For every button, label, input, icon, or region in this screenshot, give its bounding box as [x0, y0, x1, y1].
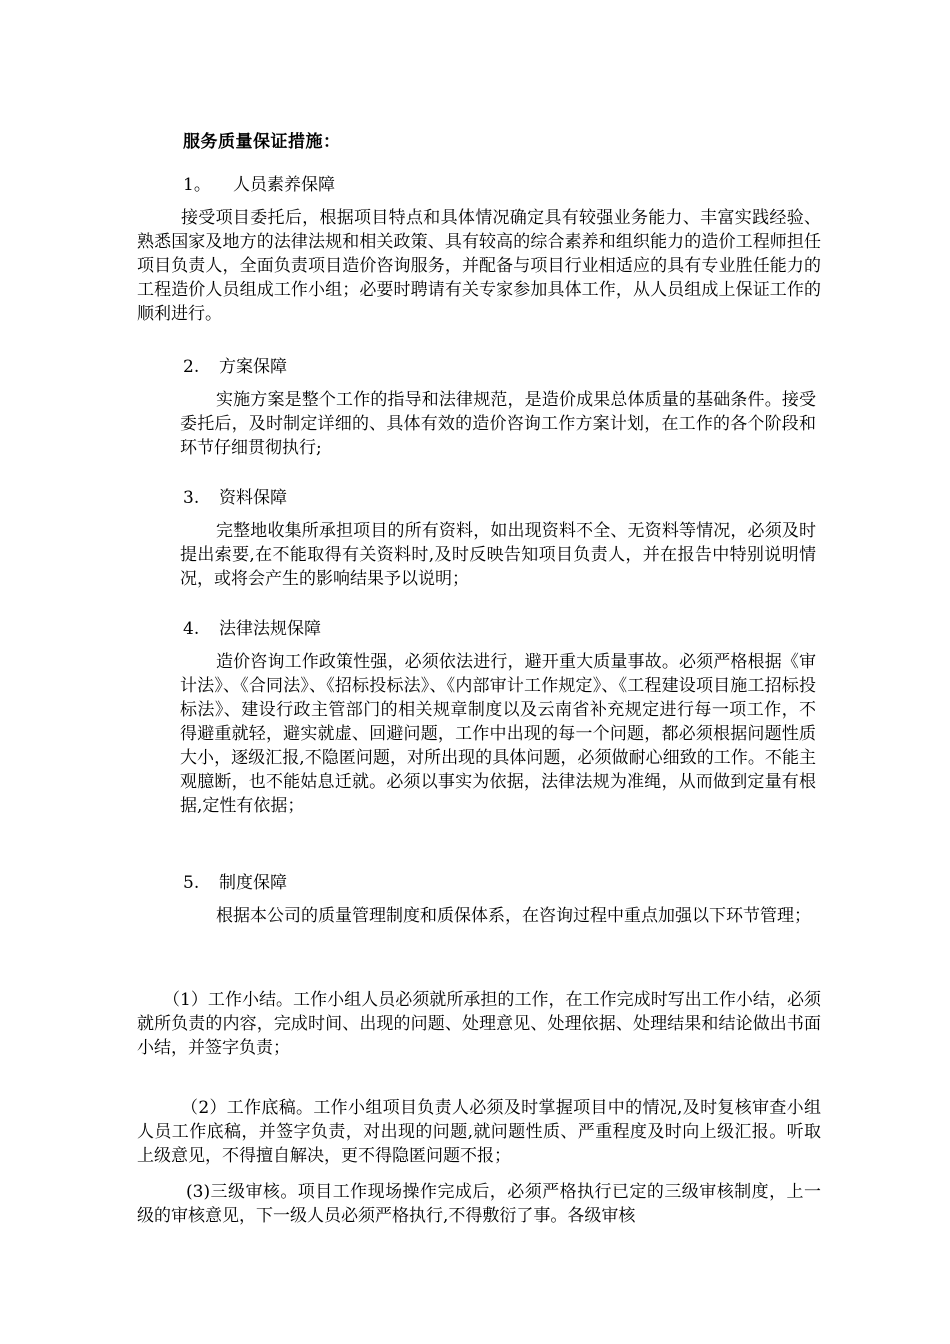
list-item: （1）工作小结。工作小组人员必须就所承担的工作，在工作完成时写出工作小结，必须就所负责的内容，完成时间、出现的问题、处理意见、处理依据、处理结果和结论做出书面小结，并签字负责； — [137, 990, 821, 1058]
list-item: (3)三级审核。项目工作现场操作完成后，必须严格执行已定的三级审核制度，上一级的审核意见，下一级人员必须严格执行,不得敷衍了事。各级审核 — [137, 1182, 821, 1226]
section-heading-label: 资料保障 — [219, 488, 287, 508]
section-number: 3. — [183, 488, 200, 508]
paragraph: 接受项目委托后，根据项目特点和具体情况确定具有较强业务能力、丰富实践经验、熟悉国家及地方的法律法规和相关政策、具有较高的综合素养和组织能力的造价工程师担任项目负责人，全面负责项目造价咨询服务，并配备与项目行业相适应的具有专业胜任能力的工程造价人员组成工作小组；必要时聘请有关专家参加具体工作，从人员组成上保证工作的顺利进行。 — [137, 208, 821, 324]
section-heading-3 — [183, 483, 287, 508]
section-heading-5 — [183, 868, 287, 893]
paragraph: 根据本公司的质量管理制度和质保体系，在咨询过程中重点加强以下环节管理； — [216, 906, 811, 926]
document-title: 服务质量保证措施： — [183, 132, 341, 152]
section-number: 2. — [183, 357, 200, 377]
section-heading-label: 制度保障 — [219, 873, 287, 893]
section-heading-2 — [183, 352, 287, 377]
paragraph: 造价咨询工作政策性强，必须依法进行，避开重大质量事故。必须严格根据《审计法》、《合同法》、《招标投标法》、《内部审计工作规定》、《工程建设项目施工招标投标法》、建设行政主管部门的相关规章制度以及云南省补充规定进行每一项工作，不得避重就轻，避实就虚、回避问题，工作中出现的每一个问题，都必须根据问题性质大小，逐级汇报,不隐匿问题，对所出现的具体问题，必须做耐心细致的工作。不能主观臆断，也不能姑息迁就。必须以事实为依据，法律法规为准绳，从而做到定量有根据,定性有依据； — [180, 652, 816, 816]
section-heading-label: 法律法规保障 — [219, 619, 321, 639]
paragraph: 完整地收集所承担项目的所有资料，如出现资料不全、无资料等情况，必须及时提出索要,在不能取得有关资料时,及时反映告知项目负责人，并在报告中特别说明情况，或将会产生的影响结果予以说明； — [180, 521, 816, 589]
section-heading-4 — [183, 614, 321, 639]
section-heading-label: 人员素养保障 — [233, 175, 335, 195]
section-number: 1。 — [183, 175, 211, 195]
section-number: 4. — [183, 619, 200, 639]
list-item: （2）工作底稿。工作小组项目负责人必须及时掌握项目中的情况,及时复核审查小组人员工作底稿，并签字负责，对出现的问题,就问题性质、严重程度及时向上级汇报。听取上级意见，不得擅自解决，更不得隐匿问题不报； — [137, 1098, 821, 1166]
section-number: 5. — [183, 873, 200, 893]
section-heading-label: 方案保障 — [219, 357, 287, 377]
paragraph: 实施方案是整个工作的指导和法律规范，是造价成果总体质量的基础条件。接受委托后，及时制定详细的、具体有效的造价咨询工作方案计划，在工作的各个阶段和环节仔细贯彻执行; — [180, 390, 816, 458]
section-heading-1 — [183, 170, 335, 195]
